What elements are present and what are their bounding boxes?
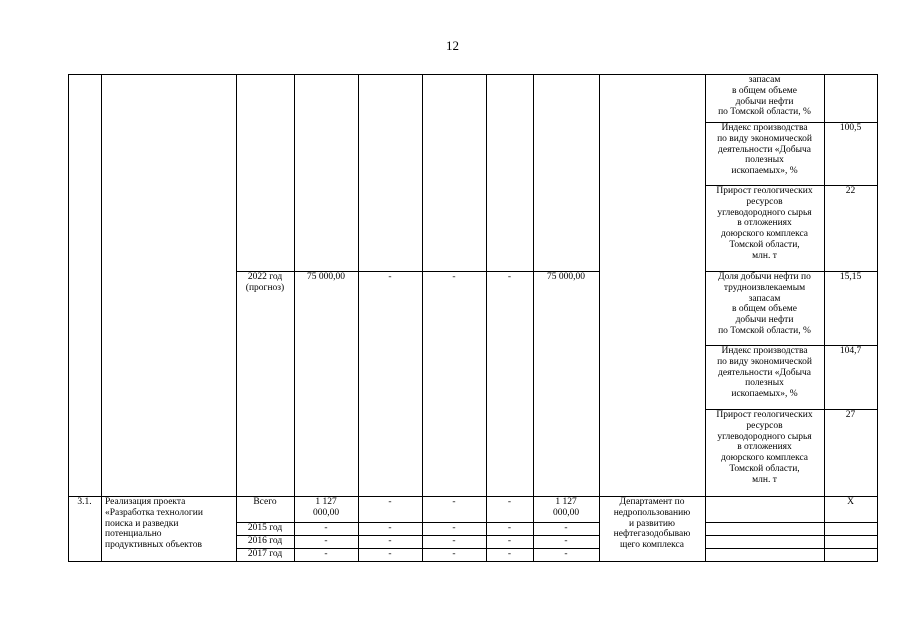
- item-name: Реализация проекта «Разработка технологии поиска и разведки потенциально продуктивных объектов: [105, 497, 203, 551]
- funding-reg: -: [452, 497, 456, 507]
- indicator-name: Прирост геологических ресурсов углеводородного сырья в отложениях доюрского комплекса Томской области, млн. т: [716, 186, 813, 261]
- year-2022-year: 2022 год (прогноз): [245, 272, 285, 293]
- funding-total: -: [324, 523, 328, 533]
- column-rule: [599, 74, 600, 562]
- column-rule: [486, 74, 487, 562]
- funding-total: 1 127 000,00: [312, 497, 340, 518]
- indicator-value: 100,5: [839, 123, 862, 133]
- funding-fed: -: [388, 497, 392, 507]
- funding-reg: -: [452, 523, 456, 533]
- funding-fed: -: [388, 523, 392, 533]
- year-2022-total: 75 000,00: [307, 272, 345, 282]
- year-2022-extra: 75 000,00: [547, 272, 585, 282]
- column-rule: [294, 74, 295, 562]
- indicator-rule: [705, 522, 877, 523]
- indicator-name: Доля добычи нефти по трудноизвлекаемым запасам в общем объеме добычи нефти по Томской области, %: [718, 272, 811, 336]
- column-rule: [236, 74, 237, 562]
- indicator-value: 27: [845, 410, 856, 420]
- funding-reg: -: [452, 536, 456, 546]
- funding-year: 2015 год: [247, 523, 283, 533]
- indicator-value: [824, 74, 877, 122]
- indicator-rule: [705, 548, 877, 549]
- item-number: 3.1.: [77, 497, 92, 507]
- indicator-name: запасам в общем объеме добычи нефти по Томской области, %: [718, 75, 811, 118]
- indicator-name: Индекс производства по виду экономической деятельности «Добыча полезных ископаемых», %: [717, 346, 812, 400]
- funding-year: 2017 год: [247, 549, 283, 559]
- column-rule: [101, 74, 102, 562]
- funding-local: -: [507, 497, 512, 507]
- funding-total: -: [324, 549, 328, 559]
- funding-local: -: [507, 549, 512, 559]
- funding-year: Всего: [253, 497, 277, 507]
- indicator-name: Индекс производства по виду экономической деятельности «Добыча полезных ископаемых», %: [717, 123, 812, 177]
- year-2022-local: -: [507, 272, 512, 282]
- item-executor: Департамент по недропользованию и развитию нефтегазодобываю щего комплекса: [613, 497, 691, 551]
- indicator-name: Прирост геологических ресурсов углеводородного сырья в отложениях доюрского комплекса Томской области, млн. т: [716, 410, 813, 485]
- indicator-value: Х: [847, 497, 854, 507]
- column-rule: [68, 74, 69, 562]
- funding-fed: -: [388, 536, 392, 546]
- year-2022-fed: -: [388, 272, 392, 282]
- funding-fed: -: [388, 549, 392, 559]
- indicator-value: 22: [845, 186, 856, 196]
- year-2022-reg: -: [452, 272, 456, 282]
- funding-extra: -: [564, 549, 568, 559]
- column-rule: [422, 74, 423, 562]
- funding-reg: -: [452, 549, 456, 559]
- page-number: 12: [446, 38, 459, 53]
- indicator-value: 15,15: [839, 272, 862, 282]
- funding-extra: -: [564, 536, 568, 546]
- funding-extra: -: [564, 523, 568, 533]
- funding-local: -: [507, 536, 512, 546]
- column-rule: [533, 74, 534, 562]
- funding-extra: 1 127 000,00: [552, 497, 580, 518]
- column-rule: [877, 74, 878, 562]
- funding-year: 2016 год: [247, 536, 283, 546]
- column-rule: [358, 74, 359, 562]
- indicator-value: 104,7: [839, 346, 862, 356]
- table-bottom-rule: [68, 561, 878, 562]
- funding-local: -: [507, 523, 512, 533]
- funding-total: -: [324, 536, 328, 546]
- indicator-rule: [705, 535, 877, 536]
